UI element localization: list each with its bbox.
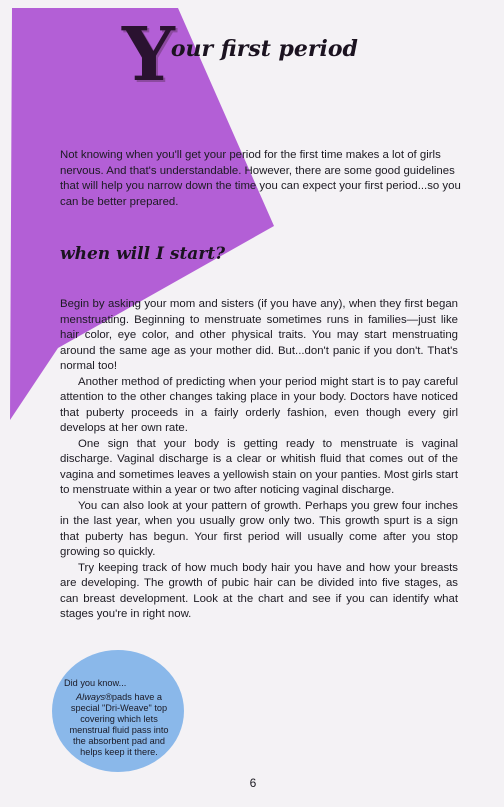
title-dropcap: Y	[122, 12, 175, 98]
intro-paragraph: Not knowing when you'll get your period for the first time makes a lot of girls nervous. And that's understandable. However, there are some good guidelines that will help you narrow down the time you can expect your first period...so you can be better prepared.	[60, 149, 461, 208]
callout-body	[66, 692, 172, 758]
callout-brand: Always®	[76, 692, 112, 702]
callout-heading: Did you know...	[64, 678, 127, 688]
body-paragraph: One sign that your body is getting ready to menstruate is vaginal discharge. Vaginal discharge is a clear or whitish fluid that comes out of the vagina and sometimes leaves a yellowish stain on your panties. Most girls start to menstruate within a year or two after noticing vaginal discharge.	[60, 437, 458, 496]
body-paragraph: Try keeping track of how much body hair you have and how your breasts are developing. The growth of pubic hair can be divided into five stages, as can breast development. Look at the chart and see if you can identify what stages you're in right now.	[60, 561, 458, 620]
body-text	[60, 297, 458, 623]
page-title	[122, 12, 358, 98]
body-paragraph: Another method of predicting when your period might start is to pay careful attention to the other changes taking place in your body. Doctors have noticed that puberty proceeds in a fairly orderly fashion, even though every girl develops at her own rate.	[60, 375, 458, 434]
body-paragraph: You can also look at your pattern of growth. Perhaps you grew four inches in the last year, when you usually grow only two. This growth spurt is a sign that puberty has begun. Your first period will usually come after you stop growing so quickly.	[60, 499, 458, 558]
callout-text: pads have a special "Dri-Weave" top covering which lets menstrual fluid pass into the absorbent pad and helps keep it there.	[69, 692, 169, 757]
title-text: our first period	[170, 36, 358, 62]
did-you-know-callout	[52, 650, 184, 772]
section-subheading: when will I start?	[60, 244, 226, 264]
page-number: 6	[249, 776, 257, 790]
body-paragraph: Begin by asking your mom and sisters (if you have any), when they first began menstruating. Beginning to menstruate sometimes runs in families—just like hair color, eye color, and other physical traits. You may start menstruating around the same age as your mother did. But...don't panic if you don't. That's normal too!	[60, 298, 458, 372]
